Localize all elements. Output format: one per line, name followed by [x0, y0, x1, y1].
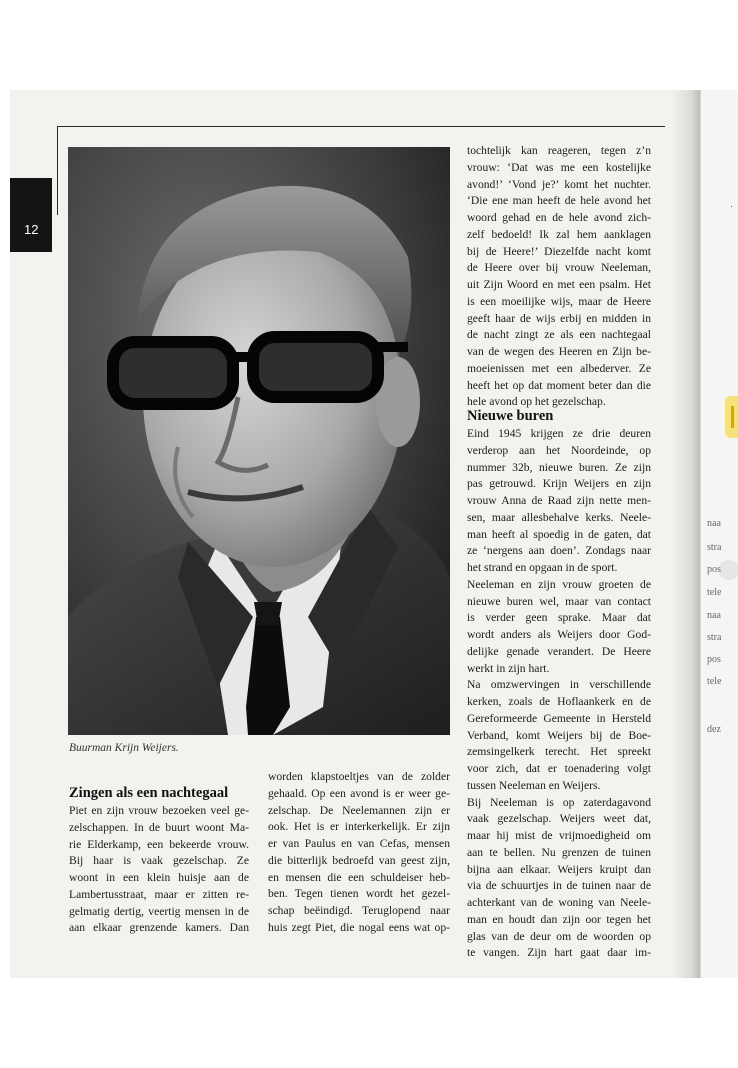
text-line: zelschappen. In de buurt woont Ma- [69, 820, 249, 834]
text-line: moeienissen met een albederver. Ze [467, 361, 651, 375]
text-line: Lambertusstraat, maar er zitten re- [69, 887, 249, 901]
text-line: nummer 32b, nieuwe buren. Ze zijn [467, 460, 651, 474]
text-line: vrouw Anna de Raad zijn nette men- [467, 494, 651, 507]
text-line: werkt in zijn hart. [467, 661, 550, 675]
adjacent-text-fragment: naa [707, 518, 721, 529]
text-line: man heeft al spoedig in de gaten, dat [467, 527, 651, 541]
adjacent-text-fragment: stra [707, 542, 722, 553]
text-line: achterkant van de woning van Neele- [467, 896, 651, 909]
text-line: Verband, komt Weijers bij de Boe- [467, 728, 651, 742]
text-line: woont in een klein huisje aan de [69, 871, 249, 884]
text-line: bijna aan elkaar. Weijers kruipt dan [467, 862, 651, 876]
adjacent-text-fragment: pos [707, 564, 721, 575]
adjacent-text-fragment: tele [707, 676, 722, 687]
text-line: Na omzwervingen in verschillende [467, 678, 651, 692]
text-line: die bitterlijk bedroefd van geest zijn, [268, 853, 450, 867]
adjacent-text-fragment: stra [707, 632, 722, 643]
text-line: bij de Heere!’ Diezelfde nacht komt [467, 244, 651, 258]
text-line: verderop aan het Noordeinde, op [467, 443, 651, 457]
necktie-knot [254, 602, 282, 625]
text-line: huis zegt Piet, die nogal eens wat op- [268, 920, 450, 934]
text-column-left [69, 803, 249, 937]
header-rule [57, 126, 665, 127]
text-column-right-top [467, 143, 651, 411]
photo-caption: Buurman Krijn Weijers. [69, 742, 179, 754]
text-line: de Heere over bij vrouw Neeleman, [467, 261, 651, 275]
text-line: er van Paulus en van Cefas, mensen [268, 837, 450, 850]
text-line: aan elkaar grenzende kamers. Dan [69, 921, 249, 935]
text-line: woord gehad en de hele avond zich- [467, 211, 651, 224]
text-column-right-bottom [467, 426, 651, 962]
section-heading-nieuwe-buren: Nieuwe buren [467, 408, 554, 424]
text-line: zemsingelkerk terecht. Het spreekt [467, 745, 651, 759]
text-line: schap beëindigd. Teruglopend naar [268, 904, 450, 917]
page-number: 12 [24, 222, 39, 237]
text-line: aan te bellen. Nu grenzen de tuinen [467, 845, 651, 859]
text-line: geeft haar de wijs erbij en midden in [467, 311, 651, 325]
text-line: is verder geen sprake. Maar dat [467, 611, 651, 625]
portrait-photo [68, 147, 450, 735]
text-line: delijke genade verandert. De Heere [467, 644, 651, 658]
text-line: tochtelijk kan reageren, tegen z’n [467, 144, 651, 157]
adjacent-page-yellow-tab [725, 396, 738, 438]
header-rule-vertical [57, 126, 58, 215]
text-line: ze ‘nergens aan doen’. Zondags naar [467, 544, 651, 558]
text-line: sen, maar allesbehalve kerks. Neele- [467, 510, 651, 524]
text-line: Gereformeerde Gemeente in Hersteld [467, 711, 651, 725]
text-line: gehaald. Op een avond is er weer ge- [268, 786, 450, 800]
text-line: glas van de deur om de woorden op [467, 929, 651, 943]
text-line: kerken, zoals de Hoflaankerk en de [467, 695, 651, 708]
book-spine-shadow [672, 90, 700, 978]
text-line: de nacht zingt ze als een nachtegaal [467, 328, 651, 342]
portrait-illustration [68, 147, 450, 735]
text-line: Bij haar is vaak gezelschap. Ze [69, 854, 249, 868]
adjacent-text-fragment: pos [707, 654, 721, 665]
adjacent-page-mark [731, 206, 732, 207]
text-line: Bij Neeleman is op zaterdagavond [467, 795, 651, 809]
text-line: avond!’ ‘Vond je?’ komt het nuchter. [467, 177, 651, 191]
text-line: heeft het op dat moment beter dan die [467, 378, 651, 392]
text-line: het strand en opgaan in de sport. [467, 561, 618, 574]
text-line: nieuwe buren wel, maar van contact [467, 594, 651, 608]
adjacent-text-fragment: tele [707, 587, 722, 598]
text-line: pas getrouwd. Krijn Weijers en zijn [467, 477, 651, 491]
text-line: van de wegen des Heeren en Zijn be- [467, 345, 651, 358]
text-line: ‘Die ene man heeft de hele avond het [467, 194, 651, 208]
text-line: en mensen die een schuldeiser heb- [268, 870, 450, 884]
adjacent-text-fragment: dez [707, 724, 721, 735]
text-line: man en houdt dan zijn oor tegen het [467, 912, 651, 926]
text-line: zelschap. De Neelemannen zijn er [268, 803, 450, 817]
text-line: maar hij mist de vrijmoedigheid om [467, 829, 651, 842]
text-line: te vangen. Zijn hart gaat daar im- [467, 946, 651, 960]
glasses-temple [378, 342, 408, 352]
text-line: voor zich, dat er toenadering volgt [467, 762, 651, 775]
glasses-left-lens [113, 342, 233, 404]
text-line: vaak gezelschap. Weijers weet dat, [467, 812, 651, 826]
text-line: hele avond op het gezelschap. [467, 395, 606, 409]
text-line: uit Zijn Woord en met een psalm. Het [467, 278, 651, 291]
text-line: ben. Tegen tienen wordt het gezel- [268, 887, 450, 901]
text-line: ook. Het is er interkerkelijk. Er zijn [268, 820, 450, 834]
text-line: zelf bedoeld! Ik zal hem aanklagen [467, 227, 651, 241]
text-line: Eind 1945 krijgen ze drie deuren [467, 427, 651, 440]
text-column-middle [268, 769, 450, 937]
section-heading-zingen: Zingen als een nachtegaal [69, 785, 229, 801]
glasses-bridge [228, 352, 258, 362]
text-line: Neeleman en zijn vrouw groeten de [467, 577, 651, 591]
page-number-tab [10, 178, 52, 252]
glasses-right-lens [253, 337, 378, 397]
adjacent-text-fragment: naa [707, 610, 721, 621]
text-line: worden klapstoeltjes van de zolder [268, 770, 450, 783]
adjacent-page [700, 90, 738, 978]
text-line: via de schuurtjes in de tuinen naar de [467, 879, 651, 893]
text-line: is een moeilijke wijs, maar de Heere [467, 294, 651, 308]
text-line: gelmatig dertig, veertig mensen in de [69, 904, 249, 918]
text-line: vrouw: ‘Dat was me een kostelijke [467, 160, 651, 174]
text-line: rie Elderkamp, een bekeerde vrouw. [69, 837, 249, 851]
text-line: Piet en zijn vrouw bezoeken veel ge- [69, 804, 249, 817]
text-line: tussen Neeleman en Weijers. [467, 778, 601, 792]
text-line: wordt anders als Weijers door God- [467, 628, 651, 641]
adjacent-page-dot [719, 560, 738, 580]
